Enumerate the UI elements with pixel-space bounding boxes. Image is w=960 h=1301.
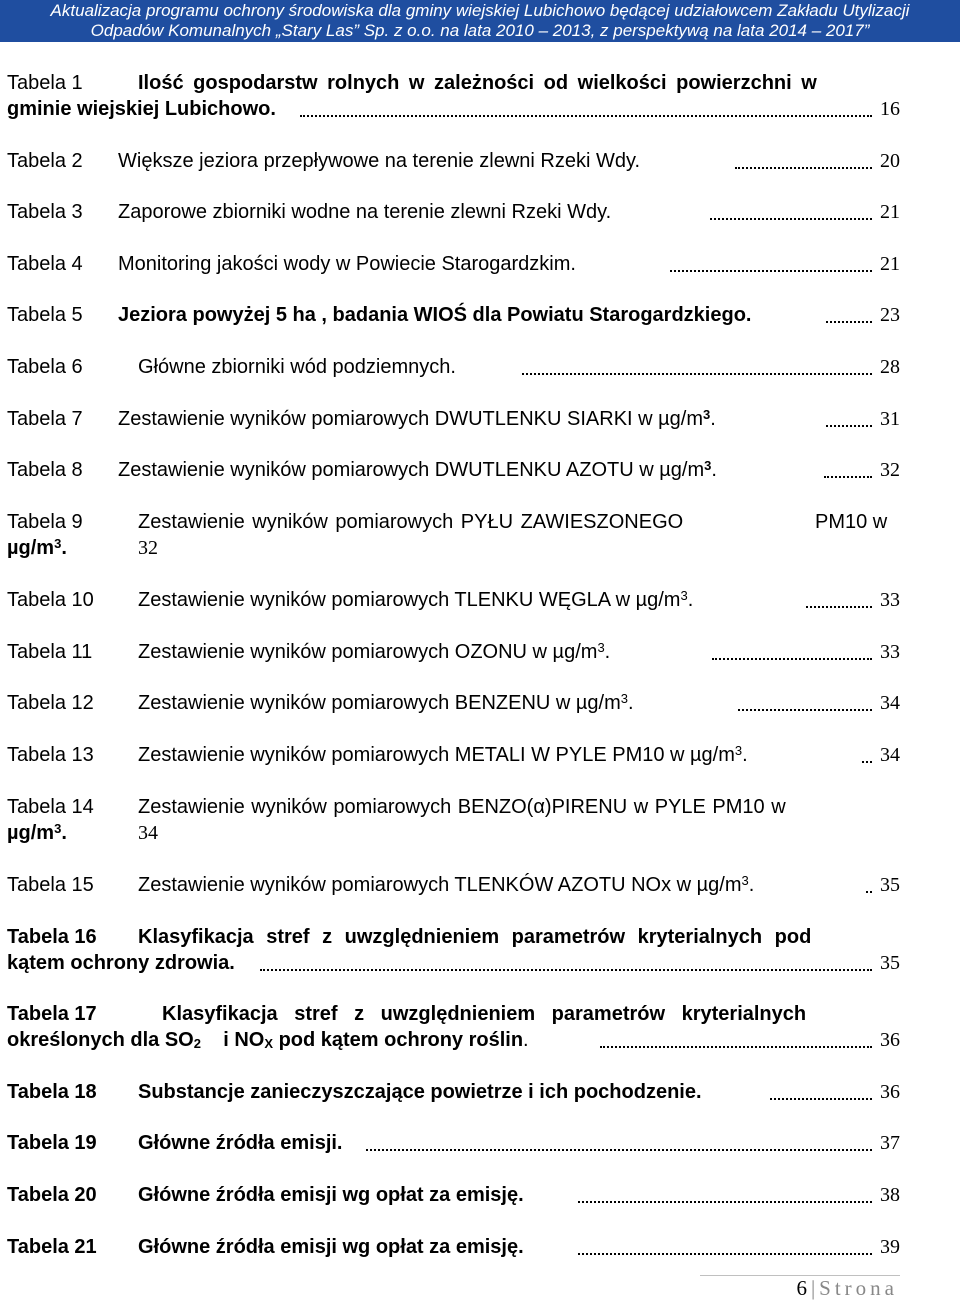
toc-superscript: 3 bbox=[703, 407, 711, 422]
toc-leader-dots bbox=[670, 270, 872, 272]
toc-superscript: 3 bbox=[597, 640, 605, 655]
toc-entry[interactable] bbox=[0, 690, 960, 720]
toc-entry[interactable] bbox=[0, 406, 960, 436]
toc-title: Zaporowe zbiorniki wodne na terenie zlewni Rzeki Wdy. bbox=[118, 201, 612, 223]
toc-label: Tabela 3 bbox=[7, 201, 83, 223]
toc-label: Tabela 12 bbox=[7, 692, 94, 714]
header-line-1: Aktualizacja programu ochrony środowiska dla gminy wiejskiej Lubichowo będącej udziałowcem Zakładu Utylizacji bbox=[50, 1, 910, 20]
toc-entry[interactable] bbox=[0, 148, 960, 178]
toc-leader-dots bbox=[862, 761, 872, 763]
toc-title: Substancje zanieczyszczające powietrze i ich pochodzenie. bbox=[138, 1081, 702, 1103]
toc-title: Monitoring jakości wody w Powiecie Starogardzkim. bbox=[118, 253, 576, 275]
toc-page-number: 33 bbox=[880, 641, 900, 663]
toc-label: Tabela 18 bbox=[7, 1081, 97, 1103]
toc-page-number: 39 bbox=[880, 1236, 900, 1258]
toc-entry[interactable] bbox=[0, 872, 960, 902]
toc-superscript: 3 bbox=[54, 821, 62, 836]
toc-page-number: 36 bbox=[880, 1081, 900, 1103]
toc-title: określonych dla SO bbox=[7, 1029, 194, 1051]
document-header bbox=[0, 0, 960, 42]
toc-entry[interactable] bbox=[0, 199, 960, 229]
toc-page-number: 38 bbox=[880, 1184, 900, 1206]
toc-superscript: 3 bbox=[704, 458, 712, 473]
toc-title: Ilość gospodarstw rolnych w zależności od wielkości powierzchni w bbox=[138, 72, 817, 94]
toc-label: Tabela 1 bbox=[7, 72, 83, 94]
toc-leader-dots bbox=[826, 321, 872, 323]
toc-entry-continuation[interactable] bbox=[0, 820, 960, 850]
toc-page-number: 21 bbox=[880, 253, 900, 275]
toc-leader-dots bbox=[600, 1046, 872, 1048]
toc-subscript: X bbox=[264, 1036, 273, 1051]
toc-entry-continuation[interactable] bbox=[0, 1027, 960, 1057]
toc-entry[interactable] bbox=[0, 1234, 960, 1264]
toc-entry-continuation[interactable] bbox=[0, 96, 960, 126]
toc-page-number: 32 bbox=[138, 537, 158, 559]
toc-leader-dots bbox=[866, 891, 872, 893]
toc-label: Tabela 9 bbox=[7, 511, 83, 533]
toc-label: Tabela 4 bbox=[7, 253, 83, 275]
toc-page-number: 34 bbox=[138, 822, 158, 844]
toc-leader-dots bbox=[712, 658, 872, 660]
toc-title: Zestawienie wyników pomiarowych OZONU w µg/m bbox=[138, 641, 598, 663]
toc-entry-continuation[interactable] bbox=[0, 535, 960, 565]
toc-title-tail: . bbox=[61, 822, 67, 844]
toc-superscript: 3 bbox=[741, 873, 749, 888]
toc-title: Zestawienie wyników pomiarowych PYŁU ZAWIESZONEGO bbox=[138, 511, 684, 533]
toc-title: i NO bbox=[223, 1029, 265, 1051]
toc-label: Tabela 21 bbox=[7, 1236, 97, 1258]
toc-entry[interactable] bbox=[0, 251, 960, 281]
toc-leader-dots bbox=[826, 425, 872, 427]
toc-entry-continuation[interactable] bbox=[0, 950, 960, 980]
toc-leader-dots bbox=[735, 167, 872, 169]
toc-title-tail: . bbox=[687, 589, 694, 611]
toc-title: Zestawienie wyników pomiarowych TLENKÓW AZOTU NOx w µg/m bbox=[138, 874, 742, 896]
toc-title: Klasyfikacja stref z uwzględnieniem parametrów kryterialnych pod bbox=[138, 926, 812, 948]
toc-label: Tabela 14 bbox=[7, 796, 94, 818]
toc-leader-dots bbox=[522, 373, 872, 375]
toc-label: Tabela 13 bbox=[7, 744, 94, 766]
toc-leader-dots bbox=[366, 1149, 872, 1151]
toc-label: Tabela 2 bbox=[7, 150, 83, 172]
toc-leader-dots bbox=[260, 969, 872, 971]
toc-title: µg/m bbox=[7, 537, 55, 559]
toc-page-number: 21 bbox=[880, 201, 900, 223]
toc-entry[interactable] bbox=[0, 1130, 960, 1160]
toc-title-tail: . bbox=[628, 692, 634, 714]
toc-leader-dots bbox=[710, 218, 872, 220]
header-line-2: Odpadów Komunalnych „Stary Las” Sp. z o.o. na lata 2010 – 2013, z perspektywą na lata 2014 – 2017” bbox=[90, 21, 870, 40]
toc-title: Główne źródła emisji. bbox=[138, 1132, 343, 1154]
toc-title: PM10 w bbox=[815, 511, 888, 533]
footer-word: Strona bbox=[819, 1276, 898, 1300]
toc-leader-dots bbox=[578, 1201, 872, 1203]
toc-entry[interactable] bbox=[0, 639, 960, 669]
toc-label: Tabela 6 bbox=[7, 356, 83, 378]
toc-leader-dots bbox=[824, 476, 872, 478]
toc-label: Tabela 10 bbox=[7, 589, 94, 611]
toc-leader-dots bbox=[300, 115, 872, 117]
page-footer bbox=[796, 1276, 898, 1301]
toc-title: Zestawienie wyników pomiarowych BENZO(α)PIRENU w PYLE PM10 w bbox=[138, 796, 786, 818]
toc-label: Tabela 19 bbox=[7, 1132, 97, 1154]
toc-title: Zestawienie wyników pomiarowych TLENKU WĘGLA w µg/m bbox=[138, 589, 681, 611]
toc-page-number: 32 bbox=[880, 459, 900, 481]
toc-title: Większe jeziora przepływowe na terenie zlewni Rzeki Wdy. bbox=[118, 150, 641, 172]
toc-label: Tabela 8 bbox=[7, 459, 83, 481]
toc-page-number: 37 bbox=[880, 1132, 900, 1154]
toc-page-number: 35 bbox=[880, 952, 900, 974]
footer-separator: | bbox=[810, 1276, 820, 1300]
footer-page-number: 6 bbox=[796, 1276, 811, 1300]
toc-leader-dots bbox=[578, 1253, 872, 1255]
toc-page-number: 23 bbox=[880, 304, 900, 326]
toc-label: Tabela 5 bbox=[7, 304, 83, 326]
toc-superscript: 3 bbox=[734, 743, 743, 758]
toc-page-number: 31 bbox=[880, 408, 900, 430]
toc-title: Główne zbiorniki wód podziemnych. bbox=[138, 356, 456, 378]
toc-entry[interactable] bbox=[0, 302, 960, 332]
toc-superscript: 3 bbox=[620, 691, 629, 706]
toc-leader-dots bbox=[806, 606, 872, 608]
toc-title-tail: . bbox=[742, 744, 748, 766]
toc-title: gminie wiejskiej Lubichowo. bbox=[7, 98, 276, 120]
toc-title: pod kątem ochrony roślin bbox=[278, 1029, 524, 1051]
toc-title-tail: . bbox=[748, 874, 755, 896]
toc-entry[interactable] bbox=[0, 457, 960, 487]
toc-page-number: 36 bbox=[880, 1029, 900, 1051]
toc-entry[interactable] bbox=[0, 1182, 960, 1212]
toc-title: Główne źródła emisji wg opłat za emisję. bbox=[138, 1184, 524, 1206]
toc-page-number: 34 bbox=[880, 692, 900, 714]
toc-label: Tabela 16 bbox=[7, 926, 97, 948]
toc-superscript: 3 bbox=[680, 588, 688, 603]
toc-title: Zestawienie wyników pomiarowych METALI W PYLE PM10 w µg/m bbox=[138, 744, 735, 766]
toc-title-tail: . bbox=[604, 641, 611, 663]
toc-title-tail: . bbox=[710, 408, 716, 430]
toc-page-number: 20 bbox=[880, 150, 900, 172]
toc-label: Tabela 7 bbox=[7, 408, 83, 430]
toc-superscript: 3 bbox=[54, 536, 62, 551]
toc-title: Jeziora powyżej 5 ha , badania WIOŚ dla Powiatu Starogardzkiego. bbox=[118, 304, 752, 326]
toc-leader-dots bbox=[738, 709, 872, 711]
toc-title: Zestawienie wyników pomiarowych DWUTLENKU AZOTU w µg/m bbox=[118, 459, 705, 481]
toc-page-number: 16 bbox=[880, 98, 900, 120]
toc-title: Klasyfikacja stref z uwzględnieniem parametrów kryterialnych bbox=[162, 1003, 807, 1025]
toc-label: Tabela 20 bbox=[7, 1184, 97, 1206]
toc-title: µg/m bbox=[7, 822, 55, 844]
toc-title: Główne źródła emisji wg opłat za emisję. bbox=[138, 1236, 524, 1258]
toc-title-tail: . bbox=[711, 459, 717, 481]
toc-title: Zestawienie wyników pomiarowych DWUTLENKU SIARKI w µg/m bbox=[118, 408, 704, 430]
toc-page-number: 34 bbox=[880, 744, 900, 766]
toc-entry[interactable] bbox=[0, 1079, 960, 1109]
toc-title-tail: . bbox=[523, 1029, 529, 1051]
toc-title: Zestawienie wyników pomiarowych BENZENU w µg/m bbox=[138, 692, 621, 714]
toc-page-number: 35 bbox=[880, 874, 900, 896]
toc-page-number: 28 bbox=[880, 356, 900, 378]
toc-entry[interactable] bbox=[0, 354, 960, 384]
toc-title: kątem ochrony zdrowia. bbox=[7, 952, 235, 974]
toc-label: Tabela 11 bbox=[7, 641, 93, 663]
toc-title-tail: . bbox=[61, 537, 67, 559]
toc-subscript: 2 bbox=[193, 1036, 201, 1051]
toc-leader-dots bbox=[770, 1098, 872, 1100]
toc-entry[interactable] bbox=[0, 742, 960, 772]
toc-entry[interactable] bbox=[0, 587, 960, 617]
toc-label: Tabela 15 bbox=[7, 874, 94, 896]
toc-page-number: 33 bbox=[880, 589, 900, 611]
toc-label: Tabela 17 bbox=[7, 1003, 97, 1025]
